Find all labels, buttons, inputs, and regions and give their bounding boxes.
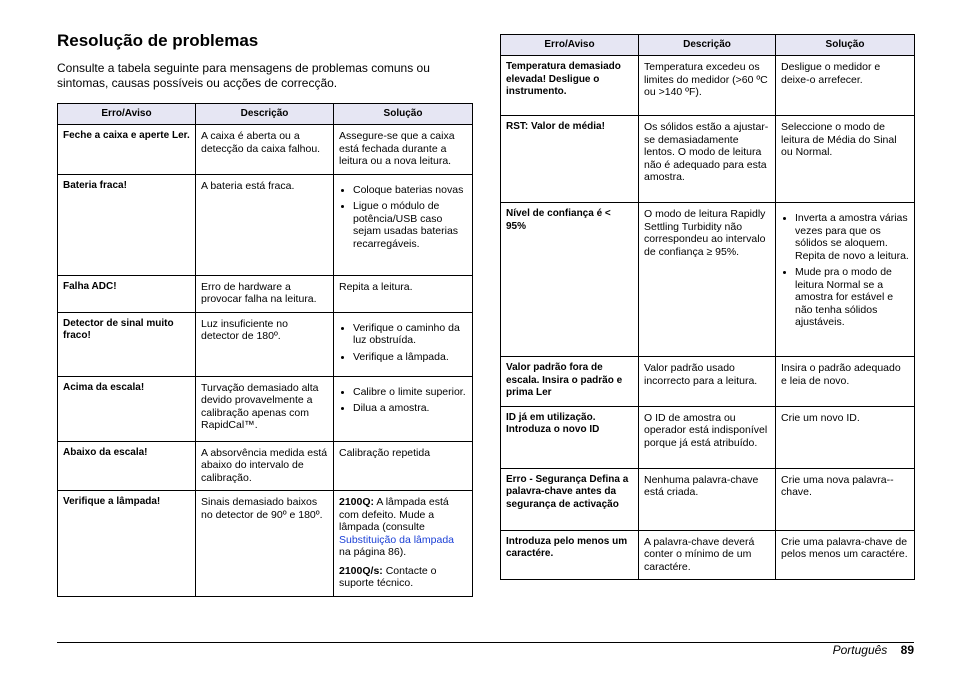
solution-cell — [334, 174, 473, 275]
page-title: Resolução de problemas — [57, 31, 259, 50]
footer-divider — [57, 642, 914, 643]
error-cell: ID já em utilização. Introduza o novo ID — [501, 406, 639, 468]
error-cell: RST: Valor de média! — [501, 116, 639, 203]
error-cell: Detector de sinal muito fraco! — [58, 312, 196, 376]
solution-cell: Seleccione o modo de leitura de Média do Sinal ou Normal. — [776, 116, 915, 203]
table-row — [501, 357, 915, 407]
error-cell: Acima da escala! — [58, 376, 196, 441]
list-item: • Verifique o caminho da luz obstruída. — [353, 322, 467, 347]
table-row — [501, 116, 915, 203]
list-item: • Ligue o módulo de potência/USB caso sejam usadas baterias recarregáveis. — [353, 200, 467, 250]
solution-text: Contacte o suporte técnico. — [339, 564, 437, 589]
solution-cell — [334, 312, 473, 376]
footer-language: Português — [832, 643, 888, 657]
page-number: 89 — [900, 643, 914, 657]
error-cell: Abaixo da escala! — [58, 441, 196, 491]
list-item: • Inverta a amostra várias vezes para que os sólidos se aloquem. Repita de novo a leitura. — [795, 212, 909, 262]
description-cell: O modo de leitura Rapidly Settling Turbidity não correspondeu ao intervalo de confiança ≥ 95%. — [639, 203, 776, 357]
solution-cell: Desligue o medidor e deixe-o arrefecer. — [776, 56, 915, 116]
solution-cell — [334, 376, 473, 441]
error-cell: Introduza pelo menos um caractére. — [501, 530, 639, 580]
error-cell: Nível de confiança é < 95% — [501, 203, 639, 357]
solution-text: A lâmpada está com defeito. Mude a lâmpada (consulte — [339, 496, 449, 533]
header-solution: Solução — [776, 35, 915, 56]
table-row — [58, 275, 473, 312]
table-row — [58, 491, 473, 597]
description-cell: Os sólidos estão a ajustar-se demasiadamente lentos. O modo de leitura não é adequado para esta amostra. — [639, 116, 776, 203]
description-cell: A caixa é aberta ou a detecção da caixa falhou. — [196, 125, 334, 175]
table-row — [58, 174, 473, 275]
description-cell: A bateria está fraca. — [196, 174, 334, 275]
error-cell: Erro - Segurança Defina a palavra-chave antes da segurança de activação — [501, 468, 639, 530]
error-cell: Verifique a lâmpada! — [58, 491, 196, 597]
error-cell: Temperatura demasiado elevada! Desligue o instrumento. — [501, 56, 639, 116]
model-label: 2100Q/s: — [339, 564, 383, 577]
error-cell: Valor padrão fora de escala. Insira o padrão e prima Ler — [501, 357, 639, 407]
header-description: Descrição — [639, 35, 776, 56]
header-error: Erro/Aviso — [58, 104, 196, 125]
solution-cell: Insira o padrão adequado e leia de novo. — [776, 357, 915, 407]
solution-cell: Repita a leitura. — [334, 275, 473, 312]
solution-cell: Assegure-se que a caixa está fechada durante a leitura ou a nova leitura. — [334, 125, 473, 175]
error-cell: Feche a caixa e aperte Ler. — [58, 125, 196, 175]
list-item: • Coloque baterias novas — [353, 184, 467, 197]
troubleshooting-table-left — [57, 103, 473, 597]
list-item: • Mude pra o modo de leitura Normal se a amostra for estável e não tenha sólidos ajustáveis. — [795, 266, 909, 329]
intro-paragraph: Consulte a tabela seguinte para mensagens de problemas comuns ou sintomas, causas possíveis ou acções de correcção. — [57, 61, 430, 90]
solution-cell: Crie uma nova palavra--chave. — [776, 468, 915, 530]
list-item: • Calibre o limite superior. — [353, 386, 467, 399]
page-footer — [833, 643, 914, 657]
table-row — [58, 441, 473, 491]
error-cell: Bateria fraca! — [58, 174, 196, 275]
table-row — [58, 125, 473, 175]
header-error: Erro/Aviso — [501, 35, 639, 56]
list-item: • Dilua a amostra. — [353, 402, 467, 415]
header-description: Descrição — [196, 104, 334, 125]
description-cell: Erro de hardware a provocar falha na leitura. — [196, 275, 334, 312]
lamp-replacement-link[interactable]: Substituição da lâmpada — [339, 533, 454, 546]
description-cell: A absorvência medida está abaixo do intervalo de calibração. — [196, 441, 334, 491]
header-solution: Solução — [334, 104, 473, 125]
troubleshooting-table-right — [500, 34, 915, 580]
solution-cell — [334, 491, 473, 597]
solution-cell — [776, 203, 915, 357]
description-cell: Nenhuma palavra-chave está criada. — [639, 468, 776, 530]
description-cell: Sinais demasiado baixos no detector de 90º e 180º. — [196, 491, 334, 597]
table-row — [58, 376, 473, 441]
description-cell: Luz insuficiente no detector de 180º. — [196, 312, 334, 376]
description-cell: O ID de amostra ou operador está indisponível porque já está atribuído. — [639, 406, 776, 468]
description-cell: A palavra-chave deverá conter o mínimo de um caractére. — [639, 530, 776, 580]
error-cell: Falha ADC! — [58, 275, 196, 312]
solution-cell: Calibração repetida — [334, 441, 473, 491]
table-row — [58, 312, 473, 376]
description-cell: Turvação demasiado alta devido provavelmente a calibração apenas com RapidCal™. — [196, 376, 334, 441]
solution-cell: Crie uma palavra-chave de pelos menos um caractére. — [776, 530, 915, 580]
description-cell: Temperatura excedeu os limites do medidor (>60 ºC ou >140 ºF). — [639, 56, 776, 116]
solution-paragraph — [339, 565, 467, 590]
list-item: • Verifique a lâmpada. — [353, 351, 467, 364]
table-row — [501, 468, 915, 530]
table-row — [501, 203, 915, 357]
solution-text-end: na página 86). — [339, 546, 407, 558]
solution-paragraph — [339, 496, 467, 559]
table-row — [501, 56, 915, 116]
description-cell: Valor padrão usado incorrecto para a leitura. — [639, 357, 776, 407]
solution-cell: Crie um novo ID. — [776, 406, 915, 468]
table-row — [501, 530, 915, 580]
model-label: 2100Q: — [339, 496, 375, 508]
table-row — [501, 406, 915, 468]
